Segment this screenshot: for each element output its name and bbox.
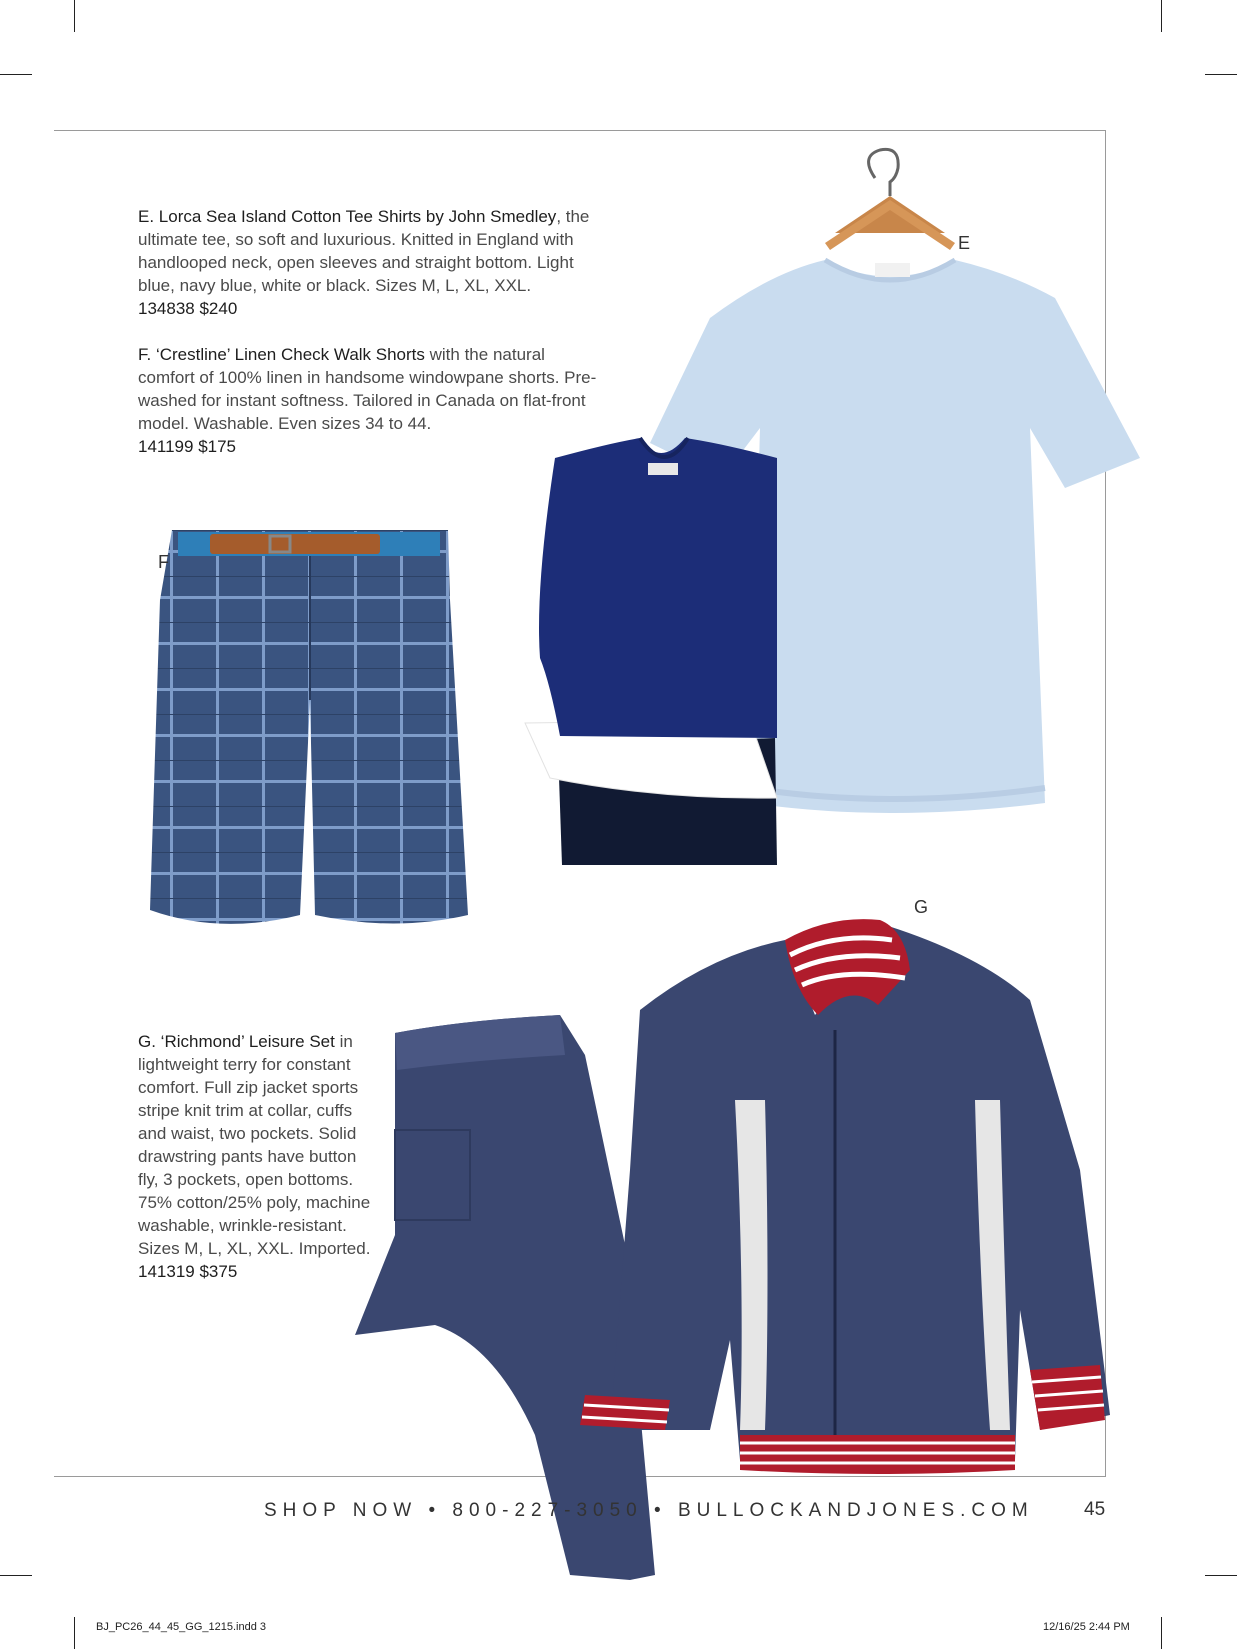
product-copy-f [138,343,598,458]
footer-shop-line: SHOP NOW • 800-227-3050 • BULLOCKANDJONES.COM [264,1500,1034,1521]
product-body-f: with the natural comfort of 100% linen in handsome windowpane shorts. Pre-washed for instant softness. Tailored in Canada on flat-front model. Washable. Even sizes 34 to 44. [138,345,597,433]
product-body-g: in lightweight terry for constant comfort. Full zip jacket sports stripe knit trim at collar, cuffs and waist, two pockets. Solid drawstring pants have button fly, 3 pockets, open bottoms. 75% cotton/25% poly, machine washable, wrinkle-resistant. Sizes M, L, XL, XXL. Imported. [138,1032,371,1258]
product-price-e: 134838 $240 [138,299,238,318]
crop-mark [1205,1575,1237,1576]
frame-line [54,130,1106,131]
crop-mark [74,0,75,32]
crop-mark [0,74,32,75]
plaid-shorts-image [150,530,470,940]
crop-mark [74,1617,75,1649]
product-letter-e: E [958,233,971,253]
folded-tees-image [520,438,800,868]
slug-date: 12/16/25 2:44 PM [1043,1621,1130,1633]
leisure-jacket-image [560,870,1120,1480]
product-letter-g: G [914,897,929,917]
product-title-f: F. ‘Crestline’ Linen Check Walk Shorts [138,345,425,364]
product-copy-g [138,1030,378,1283]
crop-mark [0,1575,32,1576]
product-price-g: 141319 $375 [138,1262,238,1281]
crop-mark [1161,0,1162,32]
product-title-e: E. Lorca Sea Island Cotton Tee Shirts by John Smedley [138,207,557,226]
crop-mark [1161,1617,1162,1649]
slug-file: BJ_PC26_44_45_GG_1215.indd 3 [96,1621,267,1633]
product-price-f: 141199 $175 [138,437,237,456]
product-title-g: G. ‘Richmond’ Leisure Set [138,1032,335,1051]
product-copy-e [138,205,608,320]
crop-mark [1205,74,1237,75]
product-body-e: , the ultimate tee, so soft and luxurious. Knitted in England with handlooped neck, open sleeves and straight bottom. Light blue, navy blue, white or black. Sizes M, L, XL, XXL. [138,207,590,295]
page-number: 45 [1084,1499,1106,1520]
product-letter-f: F [158,552,169,572]
